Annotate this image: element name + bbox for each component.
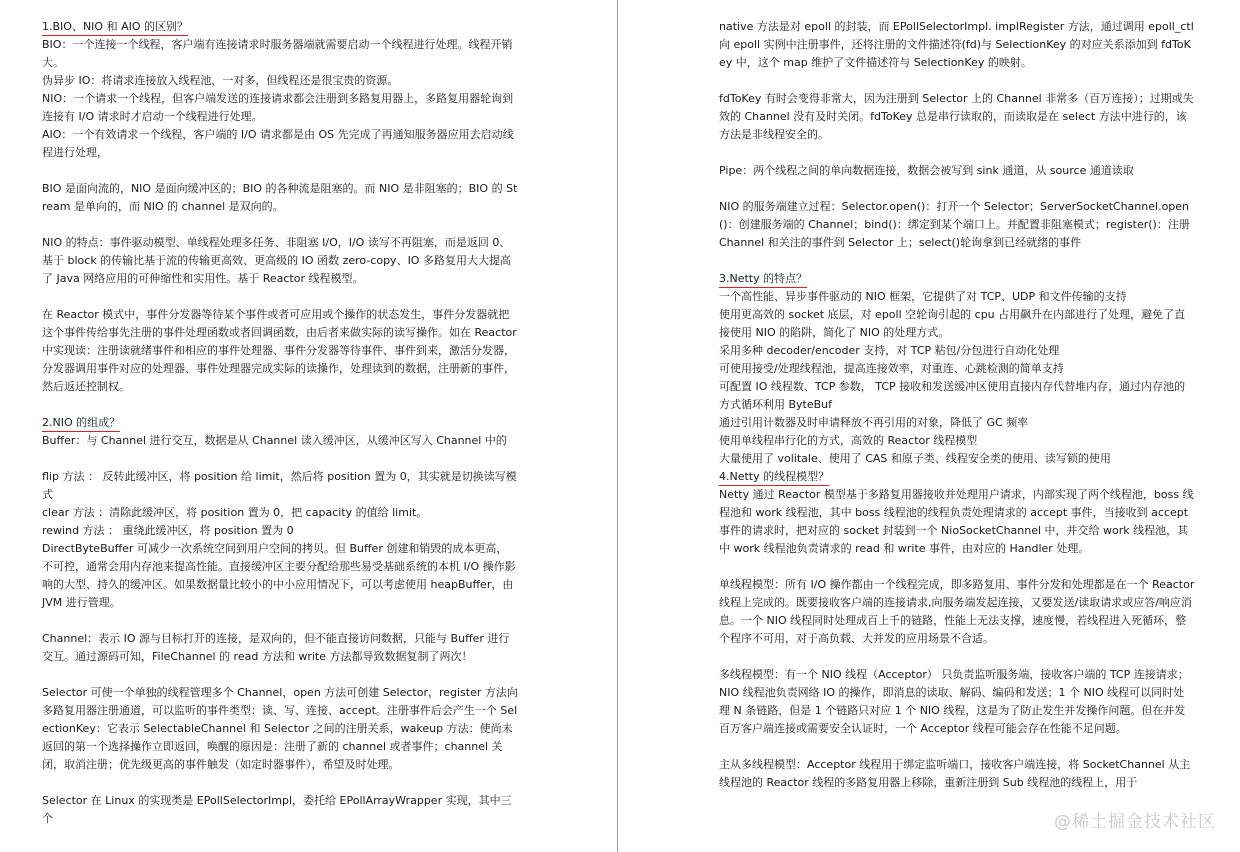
heading-row (42, 414, 518, 432)
page-left-content (42, 18, 518, 828)
document-page-left (0, 0, 617, 852)
paragraph-gap (719, 144, 1195, 162)
paragraph: Channel：表示 IO 源与目标打开的连接，是双向的，但不能直接访问数据，只能与 Buffer 进行交互。通过源码可知，FileChannel 的 read 方法和 write 方法都导致数据复制了两次！ (42, 632, 510, 663)
paragraph: 通过引用计数器及时申请释放不再引用的对象，降低了 GC 频率 (719, 416, 1029, 429)
watermark: @稀土掘金技术社区 (1054, 812, 1216, 832)
paragraph: NIO：一个请求一个线程，但客户端发送的连接请求都会注册到多路复用器上，多路复用器轮询到连接有 I/O 请求时才启动一个线程进行处理。 (42, 92, 514, 123)
paragraph: 在 Reactor 模式中，事件分发器等待某个事件或者可应用或个操作的状态发生，事件分发器就把这个事件传给事先注册的事件处理函数或者回调函数，由后者来做实际的读写操作。如在 Reactor 中实现读：注册读就绪事件和相应的事件处理器、事件分发器等待事件、事件到来，激活分发器，分发器调用事件对应的处理器、事件处理器完成实际的读操作，处理读到的数据，注册新的事件，然后返还控制权。 (42, 308, 517, 393)
section-heading: 1.BIO、NIO 和 AIO 的区别？ (42, 19, 188, 36)
paragraph-gap (42, 450, 518, 468)
section-heading: 3.Netty 的特点？ (719, 271, 807, 288)
paragraph-gap (719, 558, 1195, 576)
paragraph: NIO 的服务端建立过程：Selector.open()：打开一个 Selector；ServerSocketChannel.open()：创建服务端的 Channel；bind()：绑定到某个端口上。并配置非阻塞模式；register()：注册 Channel 和关注的事件到 Selector 上；select()轮询拿到已经就绪的事件 (719, 200, 1190, 249)
paragraph-gap (719, 72, 1195, 90)
section-heading: 2.NIO 的组成？ (42, 415, 120, 432)
paragraph: 可配置 IO 线程数、TCP 参数， TCP 接收和发送缓冲区使用直接内存代替堆内存，通过内存池的方式循环利用 ByteBuf (719, 380, 1186, 411)
paragraph-gap (42, 216, 518, 234)
paragraph: Selector 在 Linux 的实现类是 EPollSelectorImpl，委托给 EPollArrayWrapper 实现，其中三个 (42, 794, 512, 825)
paragraph: native 方法是对 epoll 的封装，而 EPollSelectorImpl. implRegister 方法，通过调用 epoll_ctl 向 epoll 实例中注册事件，还将注册的文件描述符(fd)与 SelectionKey 的对应关系添加到 fdToKey 中，这个 map 维护了文件描述符与 SelectionKey 的映射。 (719, 20, 1194, 69)
paragraph: Netty 通过 Reactor 模型基于多路复用器接收并处理用户请求，内部实现了两个线程池，boss 线程池和 work 线程池，其中 boss 线程池的线程负责处理请求的 accept 事件，当接收到 accept 事件的请求时，把对应的 socket 封装到一个 NioSocketChannel 中，并交给 work 线程池，其中 work 线程池负责请求的 read 和 write 事件，由对应的 Handler 处理。 (719, 488, 1194, 555)
paragraph: 主从多线程模型：Acceptor 线程用于绑定监听端口，接收客户端连接，将 SocketChannel 从主线程池的 Reactor 线程的多路复用器上移除，重新注册到 Sub 线程池的线程上，用于 (719, 758, 1191, 789)
paragraph-gap (42, 396, 518, 414)
page-right-content (719, 18, 1195, 792)
paragraph: Buffer：与 Channel 进行交互，数据是从 Channel 读入缓冲区，从缓冲区写入 Channel 中的 (42, 434, 507, 447)
paragraph: NIO 的特点：事件驱动模型、单线程处理多任务、非阻塞 I/O，I/O 读写不再阻塞，而是返回 0、基于 block 的传输比基于流的传输更高效、更高级的 IO 函数 zero-copy、IO 多路复用大大提高了 Java 网络应用的可伸缩性和实用性。基于 Reactor 线程模型。 (42, 236, 511, 285)
paragraph: 可使用接受/处理线程池，提高连接效率，对重连、心跳检测的简单支持 (719, 362, 1064, 375)
section-heading: 4.Netty 的线程模型？ (719, 469, 829, 486)
paragraph: DirectByteBuffer 可减少一次系统空间到用户空间的拷贝。但 Buffer 创建和销毁的成本更高，不可控，通常会用内存池来提高性能。直接缓冲区主要分配给那些易受基础系统的本机 I/O 操作影响的大型、持久的缓冲区。如果数据量比较小的中小应用情况下，可以考虑使用 heapBuffer，由 JVM 进行管理。 (42, 542, 516, 609)
paragraph-gap (719, 252, 1195, 270)
paragraph: Pipe：两个线程之间的单向数据连接，数据会被写到 sink 通道，从 source 通道读取 (719, 164, 1134, 177)
paragraph: 采用多种 decoder/encoder 支持，对 TCP 粘包/分包进行自动化处理 (719, 344, 1060, 357)
paragraph: BIO 是面向流的，NIO 是面向缓冲区的；BIO 的各种流是阻塞的。而 NIO 是非阻塞的；BIO 的 Stream 是单向的，而 NIO 的 channel 是双向的。 (42, 182, 518, 213)
paragraph: AIO：一个有效请求一个线程，客户端的 I/O 请求都是由 OS 先完成了再通知服务器应用去启动线程进行处理， (42, 128, 514, 159)
paragraph: 大量使用了 volitale、使用了 CAS 和原子类、线程安全类的使用、读写锁的使用 (719, 452, 1111, 465)
paragraph-gap (42, 162, 518, 180)
paragraph-gap (42, 774, 518, 792)
paragraph-gap (42, 288, 518, 306)
paragraph-gap (719, 180, 1195, 198)
paragraph: rewind 方法 ： 重绕此缓冲区，将 position 置为 0 (42, 524, 294, 537)
heading-row (719, 468, 1195, 486)
paragraph: Selector 可使一个单独的线程管理多个 Channel，open 方法可创建 Selector，register 方法向多路复用器注册通道，可以监听的事件类型：读、写、连接、accept。注册事件后会产生一个 SelectionKey：它表示 SelectableChannel 和 Selector 之间的注册关系，wakeup 方法：使尚未返回的第一个选择操作立即返回，唤醒的原因是：注册了新的 channel 或者事件；channel 关闭，取消注册；优先级更高的事件触发（如定时器事件），希望及时处理。 (42, 686, 518, 771)
paragraph: 单线程模型：所有 I/O 操作都由一个线程完成，即多路复用、事件分发和处理都是在一个 Reactor 线程上完成的。既要接收客户端的连接请求,向服务端发起连接，又要发送/读取请求或应答/响应消息。一个 NIO 线程同时处理成百上千的链路，性能上无法支撑，速度慢，若线程进入死循环，整个程序不可用，对于高负载、大并发的应用场景不合适。 (719, 578, 1195, 645)
paragraph-gap (719, 648, 1195, 666)
paragraph: 使用单线程串行化的方式，高效的 Reactor 线程模型 (719, 434, 978, 447)
paragraph: BIO：一个连接一个线程，客户端有连接请求时服务器端就需要启动一个线程进行处理。线程开销大。 (42, 38, 513, 69)
paragraph: 多线程模型：有一个 NIO 线程（Acceptor） 只负责监听服务端，接收客户端的 TCP 连接请求；NIO 线程池负责网络 IO 的操作，即消息的读取、解码、编码和发送；1 个 NIO 线程可以同时处理 N 条链路，但是 1 个链路只对应 1 个 NIO 线程，这是为了防止发生并发操作问题。但在并发百万客户端连接或需要安全认证时，一个 Acceptor 线程可能会存在性能不足问题。 (719, 668, 1189, 735)
paragraph: clear 方法 ：清除此缓冲区，将 position 置为 0，把 capacity 的值给 limit。 (42, 506, 428, 519)
paragraph-gap (42, 666, 518, 684)
paragraph: flip 方法 ： 反转此缓冲区，将 position 给 limit，然后将 position 置为 0，其实就是切换读写模式 (42, 470, 517, 501)
document-page-right (618, 0, 1240, 852)
paragraph: fdToKey 有时会变得非常大，因为注册到 Selector 上的 Channel 非常多（百万连接）；过期或失效的 Channel 没有及时关闭。fdToKey 总是串行读取的，而读取是在 select 方法中进行的，该方法是非线程安全的。 (719, 92, 1194, 141)
paragraph-gap (719, 738, 1195, 756)
paragraph: 伪异步 IO：将请求连接放入线程池，一对多，但线程还是很宝贵的资源。 (42, 74, 399, 87)
paragraph-gap (42, 612, 518, 630)
heading-row (719, 270, 1195, 288)
paragraph: 一个高性能、异步事件驱动的 NIO 框架，它提供了对 TCP、UDP 和文件传输的支持 (719, 290, 1127, 303)
heading-row (42, 18, 518, 36)
paragraph: 使用更高效的 socket 底层，对 epoll 空轮询引起的 cpu 占用飙升在内部进行了处理，避免了直接使用 NIO 的陷阱，简化了 NIO 的处理方式。 (719, 308, 1186, 339)
